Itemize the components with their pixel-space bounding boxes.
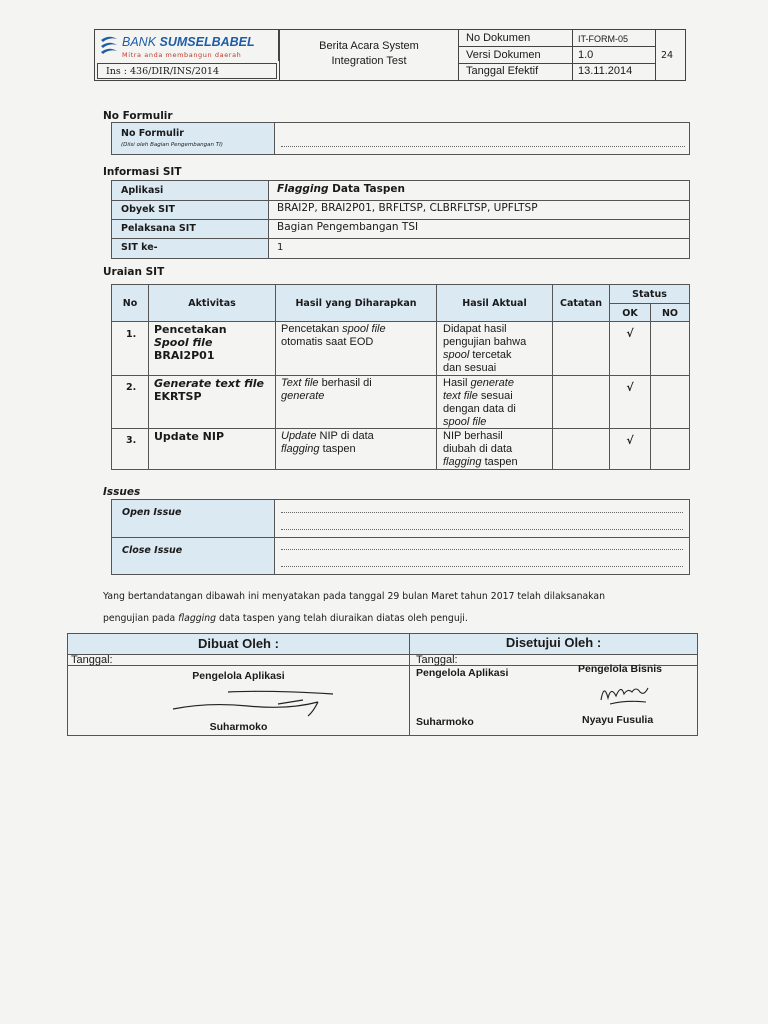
meta-value-no-dokumen: IT-FORM-05 bbox=[578, 34, 629, 44]
meta-label-no-dokumen: No Dokumen bbox=[466, 32, 531, 44]
signature-table bbox=[67, 633, 698, 736]
row1-aktual-line1: Didapat hasil bbox=[443, 323, 507, 335]
document-title-line2: Integration Test bbox=[331, 55, 407, 67]
right-role: Pengelola Bisnis bbox=[578, 663, 663, 675]
row2-aktual-italic: generate bbox=[470, 377, 514, 389]
mid-name: Suharmoko bbox=[416, 716, 474, 728]
left-name: Suharmoko bbox=[209, 721, 268, 733]
bank-tagline: Mitra anda membangun daerah bbox=[122, 51, 242, 59]
row1-aktual-line3: tercetak bbox=[469, 349, 512, 361]
row1-aktivitas-line1: Pencetakan bbox=[154, 323, 227, 336]
row2-aktual-text2: sesuai bbox=[477, 390, 513, 402]
row2-aktivitas-line2: EKRTSP bbox=[154, 390, 202, 403]
section-title-no-formulir: No Formulir bbox=[103, 110, 173, 122]
open-issue-label: Open Issue bbox=[122, 507, 182, 518]
no-formulir-sub-label: (Diisi oleh Bagian Pengembangan TI) bbox=[121, 142, 223, 148]
info-value-aplikasi-italic: Flagging bbox=[277, 183, 329, 195]
row2-aktivitas-line1: Generate text file bbox=[154, 377, 264, 390]
document-title bbox=[280, 39, 458, 69]
row2-no: 2. bbox=[126, 382, 137, 393]
right-name: Nyayu Fusulia bbox=[582, 714, 654, 726]
col-header-aktivitas: Aktivitas bbox=[188, 298, 236, 309]
col-header-no-status: NO bbox=[661, 308, 679, 319]
row3-harapan bbox=[281, 430, 374, 456]
row2-aktivitas bbox=[154, 377, 264, 403]
doc-meta-table bbox=[459, 30, 655, 80]
bank-logo-icon bbox=[99, 34, 119, 56]
row1-harapan-italic: spool file bbox=[342, 323, 386, 335]
row1-harapan-line2: otomatis saat EOD bbox=[281, 336, 374, 348]
statement-line2-before: pengujian pada bbox=[103, 613, 179, 624]
close-issue-line-1[interactable] bbox=[281, 549, 683, 550]
info-label-obyek: Obyek SIT bbox=[121, 204, 175, 215]
page-number: 24 bbox=[661, 50, 674, 61]
left-signature-icon bbox=[168, 684, 338, 719]
row1-aktual-line4: dan sesuai bbox=[443, 362, 497, 374]
row3-no: 3. bbox=[126, 435, 137, 446]
col-header-ok: OK bbox=[622, 308, 638, 319]
col-header-harapan: Hasil yang Diharapkan bbox=[295, 298, 417, 309]
row2-aktual-line4: spool file bbox=[443, 416, 487, 428]
informasi-sit-table bbox=[111, 180, 690, 259]
section-title-informasi-sit: Informasi SIT bbox=[103, 166, 182, 178]
row2-aktual-italic2: text file bbox=[443, 390, 478, 402]
info-value-aplikasi-text: Data Taspen bbox=[328, 183, 405, 195]
row3-aktivitas-line1: Update NIP bbox=[154, 430, 225, 443]
row2-harapan-italic: Text file bbox=[281, 377, 319, 389]
row1-aktivitas bbox=[154, 323, 227, 362]
info-value-sit-ke: 1 bbox=[277, 242, 284, 253]
dibuat-oleh-title: Dibuat Oleh : bbox=[198, 636, 279, 651]
statement-line2-italic: flagging bbox=[178, 613, 217, 624]
col-header-status: Status bbox=[632, 289, 667, 300]
info-label-aplikasi: Aplikasi bbox=[121, 185, 164, 196]
row3-aktual bbox=[443, 430, 518, 469]
document-title-line1: Berita Acara System bbox=[319, 40, 419, 52]
meta-value-versi: 1.0 bbox=[578, 49, 594, 61]
info-label-sit-ke: SIT ke- bbox=[121, 242, 158, 253]
row2-harapan bbox=[281, 377, 372, 403]
mid-role: Pengelola Aplikasi bbox=[416, 667, 509, 679]
section-title-uraian-sit: Uraian SIT bbox=[103, 266, 165, 278]
row3-aktual-italic: flagging bbox=[443, 456, 482, 468]
close-issue-label: Close Issue bbox=[122, 545, 183, 556]
header-block bbox=[94, 29, 686, 81]
row1-ok-check: √ bbox=[626, 327, 634, 340]
row1-aktivitas-line3: BRAI2P01 bbox=[154, 349, 215, 362]
row1-aktual bbox=[443, 323, 526, 375]
uraian-sit-table bbox=[111, 284, 690, 470]
row2-harapan-line2: generate bbox=[281, 390, 325, 402]
info-value-aplikasi bbox=[277, 183, 405, 195]
row2-aktual bbox=[443, 377, 516, 429]
col-header-aktual: Hasil Aktual bbox=[462, 298, 527, 309]
bank-name-prefix: BANK bbox=[122, 35, 160, 49]
row3-aktual-line1: NIP berhasil bbox=[443, 430, 503, 442]
bank-name: SUMSELBABEL bbox=[159, 35, 255, 49]
close-issue-line-2[interactable] bbox=[281, 566, 683, 567]
tanggal-label-left: Tanggal: bbox=[71, 654, 113, 666]
row2-ok-check: √ bbox=[626, 381, 634, 394]
row3-ok-check: √ bbox=[626, 434, 634, 447]
row1-harapan bbox=[281, 323, 386, 349]
meta-label-tanggal: Tanggal Efektif bbox=[466, 65, 539, 77]
row3-harapan-italic: Update bbox=[281, 430, 317, 442]
no-formulir-label: No Formulir bbox=[121, 128, 184, 139]
disetujui-oleh-title: Disetujui Oleh : bbox=[505, 635, 602, 650]
tanggal-label-right: Tanggal: bbox=[416, 654, 458, 666]
row1-aktual-italic: spool bbox=[443, 349, 470, 361]
meta-value-tanggal: 13.11.2014 bbox=[578, 65, 633, 77]
info-value-pelaksana: Bagian Pengembangan TSI bbox=[277, 221, 419, 233]
row3-harapan-italic2: flagging bbox=[281, 443, 320, 455]
row1-harapan-text: Pencetakan bbox=[281, 323, 343, 335]
row3-aktivitas bbox=[154, 430, 224, 443]
col-header-no: No bbox=[122, 298, 138, 309]
no-formulir-label-cell bbox=[112, 123, 275, 154]
row2-aktual-text: Hasil bbox=[443, 377, 471, 389]
col-header-catatan: Catatan bbox=[559, 298, 603, 309]
no-formulir-input-line[interactable] bbox=[281, 146, 685, 147]
no-formulir-box bbox=[111, 122, 690, 155]
statement-text bbox=[103, 586, 691, 630]
row3-harapan-text2: taspen bbox=[319, 443, 356, 455]
row1-aktual-line2: pengujian bahwa bbox=[443, 336, 527, 348]
row1-aktivitas-line2: Spool file bbox=[154, 336, 213, 349]
statement-line1: Yang bertandatangan dibawah ini menyatakan pada tanggal 29 bulan Maret tahun 2017 telah dilaksanakan bbox=[103, 591, 605, 602]
section-title-issues: Issues bbox=[103, 486, 141, 498]
row3-aktual-text: taspen bbox=[481, 456, 518, 468]
right-signature-icon bbox=[596, 678, 656, 708]
row3-harapan-text: NIP di data bbox=[316, 430, 374, 442]
row2-aktual-line3: dengan data di bbox=[443, 403, 516, 415]
ins-number: Ins : 436/DIR/INS/2014 bbox=[97, 63, 277, 79]
meta-label-versi: Versi Dokumen bbox=[466, 49, 541, 61]
statement-line2-after: data taspen yang telah diuraikan diatas oleh penguji. bbox=[216, 613, 468, 624]
info-value-obyek: BRAI2P, BRAI2P01, BRFLTSP, CLBRFLTSP, UPFLTSP bbox=[277, 202, 538, 214]
row3-aktual-line2: diubah di data bbox=[443, 443, 513, 455]
info-label-pelaksana: Pelaksana SIT bbox=[121, 223, 196, 234]
open-issue-line-1[interactable] bbox=[281, 512, 683, 513]
open-issue-line-2[interactable] bbox=[281, 529, 683, 530]
issues-table bbox=[111, 499, 690, 575]
left-role: Pengelola Aplikasi bbox=[192, 670, 285, 682]
row2-harapan-text: berhasil di bbox=[318, 377, 372, 389]
bank-logo-area bbox=[95, 30, 279, 61]
row1-no: 1. bbox=[126, 329, 137, 340]
